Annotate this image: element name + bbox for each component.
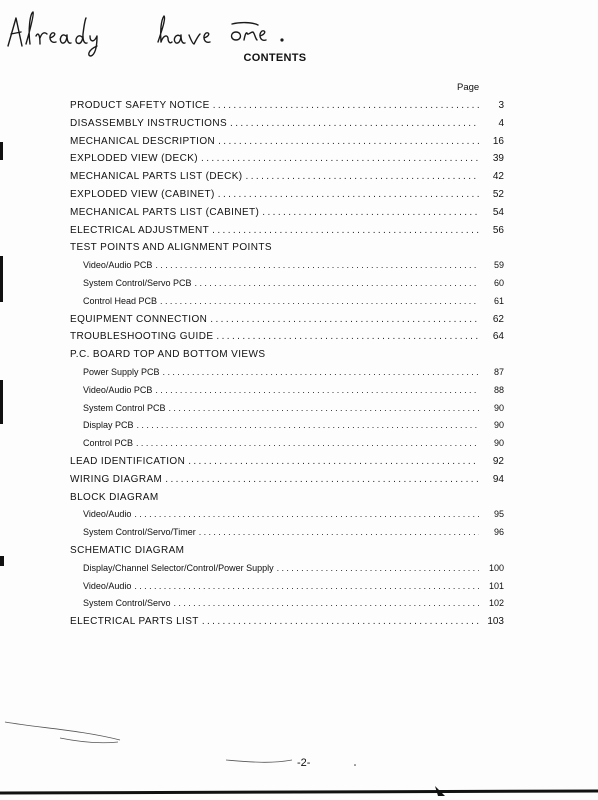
toc-entry-title: LEAD IDENTIFICATION bbox=[70, 455, 186, 467]
toc-entry-title: ELECTRICAL ADJUSTMENT bbox=[70, 224, 210, 236]
toc-entry bbox=[70, 400, 504, 418]
margin-mark bbox=[0, 380, 3, 424]
toc-entry-page: 61 bbox=[493, 295, 504, 306]
toc-entry-page: 52 bbox=[492, 188, 504, 200]
toc-entry bbox=[70, 382, 504, 400]
toc-entry-title: Video/Audio bbox=[83, 509, 132, 520]
toc-entry-page: 90 bbox=[493, 402, 504, 413]
toc-leader-dots bbox=[155, 382, 479, 400]
toc-entry-page: 88 bbox=[493, 384, 504, 395]
toc-entry-page: 39 bbox=[492, 153, 504, 165]
toc-entry bbox=[70, 346, 504, 364]
toc-leader-dots bbox=[230, 115, 479, 133]
toc-entry bbox=[70, 328, 504, 346]
toc-entry bbox=[70, 489, 504, 507]
toc-leader-dots bbox=[134, 578, 479, 596]
page-column-label: Page bbox=[457, 82, 480, 93]
toc-leader-dots bbox=[137, 417, 479, 435]
toc-entry-title: Video/Audio PCB bbox=[83, 260, 153, 271]
toc-entry bbox=[70, 453, 504, 471]
toc-leader-dots bbox=[134, 506, 479, 524]
toc-entry-title: Display PCB bbox=[83, 420, 134, 431]
toc-entry-page: 92 bbox=[492, 455, 504, 467]
toc-entry bbox=[70, 524, 504, 542]
toc-entry-page: 64 bbox=[492, 331, 504, 343]
toc-leader-dots bbox=[136, 435, 479, 453]
toc-entry-title: ELECTRICAL PARTS LIST bbox=[70, 616, 199, 628]
toc-entry bbox=[70, 435, 504, 453]
toc-entry bbox=[70, 506, 504, 524]
toc-entry bbox=[70, 168, 504, 186]
toc-entry bbox=[70, 204, 504, 222]
toc-entry-title: Power Supply PCB bbox=[83, 366, 160, 377]
toc-entry bbox=[70, 560, 504, 578]
margin-mark bbox=[0, 256, 3, 302]
toc-leader-dots bbox=[212, 222, 479, 240]
toc-leader-dots bbox=[277, 560, 479, 578]
toc-leader-dots bbox=[201, 150, 479, 168]
toc-entry-title: SCHEMATIC DIAGRAM bbox=[70, 544, 185, 556]
toc-leader-dots bbox=[218, 186, 479, 204]
toc-leader-dots bbox=[163, 364, 479, 382]
toc-entry-title: TROUBLESHOOTING GUIDE bbox=[70, 331, 214, 343]
toc-entry-title: MECHANICAL PARTS LIST (DECK) bbox=[70, 171, 243, 183]
toc-entry bbox=[70, 186, 504, 204]
scan-edge-marks bbox=[0, 700, 598, 800]
margin-mark bbox=[0, 556, 4, 566]
toc-entry-page: 60 bbox=[493, 277, 504, 288]
toc-entry bbox=[70, 578, 504, 596]
svg-text:Already have one.: Already have one. bbox=[0, 58, 9, 59]
toc-entry-title: TEST POINTS AND ALIGNMENT POINTS bbox=[70, 242, 272, 254]
toc-entry bbox=[70, 311, 504, 329]
toc-entry bbox=[70, 239, 504, 257]
page-title: CONTENTS bbox=[243, 52, 307, 64]
toc-entry bbox=[70, 275, 504, 293]
margin-mark bbox=[0, 142, 3, 160]
toc-leader-dots bbox=[188, 453, 479, 471]
toc-entry-title: P.C. BOARD TOP AND BOTTOM VIEWS bbox=[70, 349, 266, 361]
toc-entry-title: Video/Audio bbox=[83, 580, 132, 591]
toc-entry bbox=[70, 542, 504, 560]
toc-entry-page: 54 bbox=[492, 206, 504, 218]
toc-leader-dots bbox=[169, 400, 479, 418]
toc-entry-page: 90 bbox=[493, 438, 504, 449]
toc-entry-page: 59 bbox=[493, 260, 504, 271]
toc-entry-page: 90 bbox=[493, 420, 504, 431]
toc-entry-page: 102 bbox=[488, 598, 504, 609]
toc-entry-title: System Control/Servo/Timer bbox=[83, 527, 196, 538]
toc-leader-dots bbox=[199, 524, 479, 542]
toc-entry-title: PRODUCT SAFETY NOTICE bbox=[70, 100, 210, 111]
toc-entry-title: Video/Audio PCB bbox=[83, 384, 153, 395]
toc-entry-title: DISASSEMBLY INSTRUCTIONS bbox=[70, 117, 228, 129]
toc-entry-title: System Control/Servo PCB bbox=[83, 277, 192, 288]
toc-entry-title: EXPLODED VIEW (CABINET) bbox=[70, 188, 215, 200]
toc-entry bbox=[70, 595, 504, 613]
toc-leader-dots bbox=[195, 275, 479, 293]
toc-leader-dots bbox=[210, 311, 479, 329]
handwritten-note bbox=[0, 0, 300, 60]
table-of-contents bbox=[70, 97, 504, 631]
toc-leader-dots bbox=[216, 328, 479, 346]
toc-entry bbox=[70, 115, 504, 133]
toc-entry-page: 103 bbox=[487, 616, 504, 628]
toc-leader-dots bbox=[262, 204, 479, 222]
toc-entry-title: Display/Channel Selector/Control/Power Supply bbox=[83, 562, 274, 573]
toc-entry-title: System Control PCB bbox=[83, 402, 166, 413]
toc-entry bbox=[70, 222, 504, 240]
toc-entry bbox=[70, 364, 504, 382]
toc-entry-title: WIRING DIAGRAM bbox=[70, 473, 163, 485]
toc-leader-dots bbox=[218, 133, 479, 151]
toc-entry-title: MECHANICAL PARTS LIST (CABINET) bbox=[70, 206, 260, 218]
toc-entry bbox=[70, 417, 504, 435]
toc-entry bbox=[70, 257, 504, 275]
toc-entry-page: 95 bbox=[493, 509, 504, 520]
toc-entry-title: MECHANICAL DESCRIPTION bbox=[70, 135, 216, 147]
toc-entry-title: EXPLODED VIEW (DECK) bbox=[70, 153, 199, 165]
toc-entry-page: 4 bbox=[498, 117, 504, 129]
toc-entry bbox=[70, 613, 504, 631]
toc-entry bbox=[70, 471, 504, 489]
toc-leader-dots bbox=[246, 168, 479, 186]
toc-leader-dots bbox=[202, 613, 479, 631]
toc-entry-title: System Control/Servo bbox=[83, 598, 171, 609]
footer-page-number: -2- bbox=[297, 757, 311, 769]
toc-entry bbox=[70, 150, 504, 168]
toc-leader-dots bbox=[165, 471, 479, 489]
toc-entry bbox=[70, 133, 504, 151]
toc-entry-page: 3 bbox=[498, 100, 504, 111]
toc-entry-page: 56 bbox=[492, 224, 504, 236]
toc-entry bbox=[70, 97, 504, 115]
toc-entry-page: 62 bbox=[492, 313, 504, 325]
toc-entry-page: 100 bbox=[488, 562, 504, 573]
toc-leader-dots bbox=[174, 595, 479, 613]
toc-entry-page: 94 bbox=[492, 473, 504, 485]
toc-leader-dots bbox=[155, 257, 479, 275]
toc-entry-page: 87 bbox=[493, 366, 504, 377]
toc-entry-title: Control PCB bbox=[83, 438, 134, 449]
toc-entry-page: 16 bbox=[492, 135, 504, 147]
toc-entry-title: EQUIPMENT CONNECTION bbox=[70, 313, 208, 325]
toc-leader-dots bbox=[160, 293, 479, 311]
toc-entry bbox=[70, 293, 504, 311]
toc-entry-page: 42 bbox=[492, 171, 504, 183]
toc-leader-dots bbox=[213, 97, 479, 115]
toc-entry-page: 101 bbox=[488, 580, 504, 591]
toc-entry-title: Control Head PCB bbox=[83, 295, 158, 306]
toc-entry-title: BLOCK DIAGRAM bbox=[70, 491, 159, 503]
toc-entry-page: 96 bbox=[493, 527, 504, 538]
